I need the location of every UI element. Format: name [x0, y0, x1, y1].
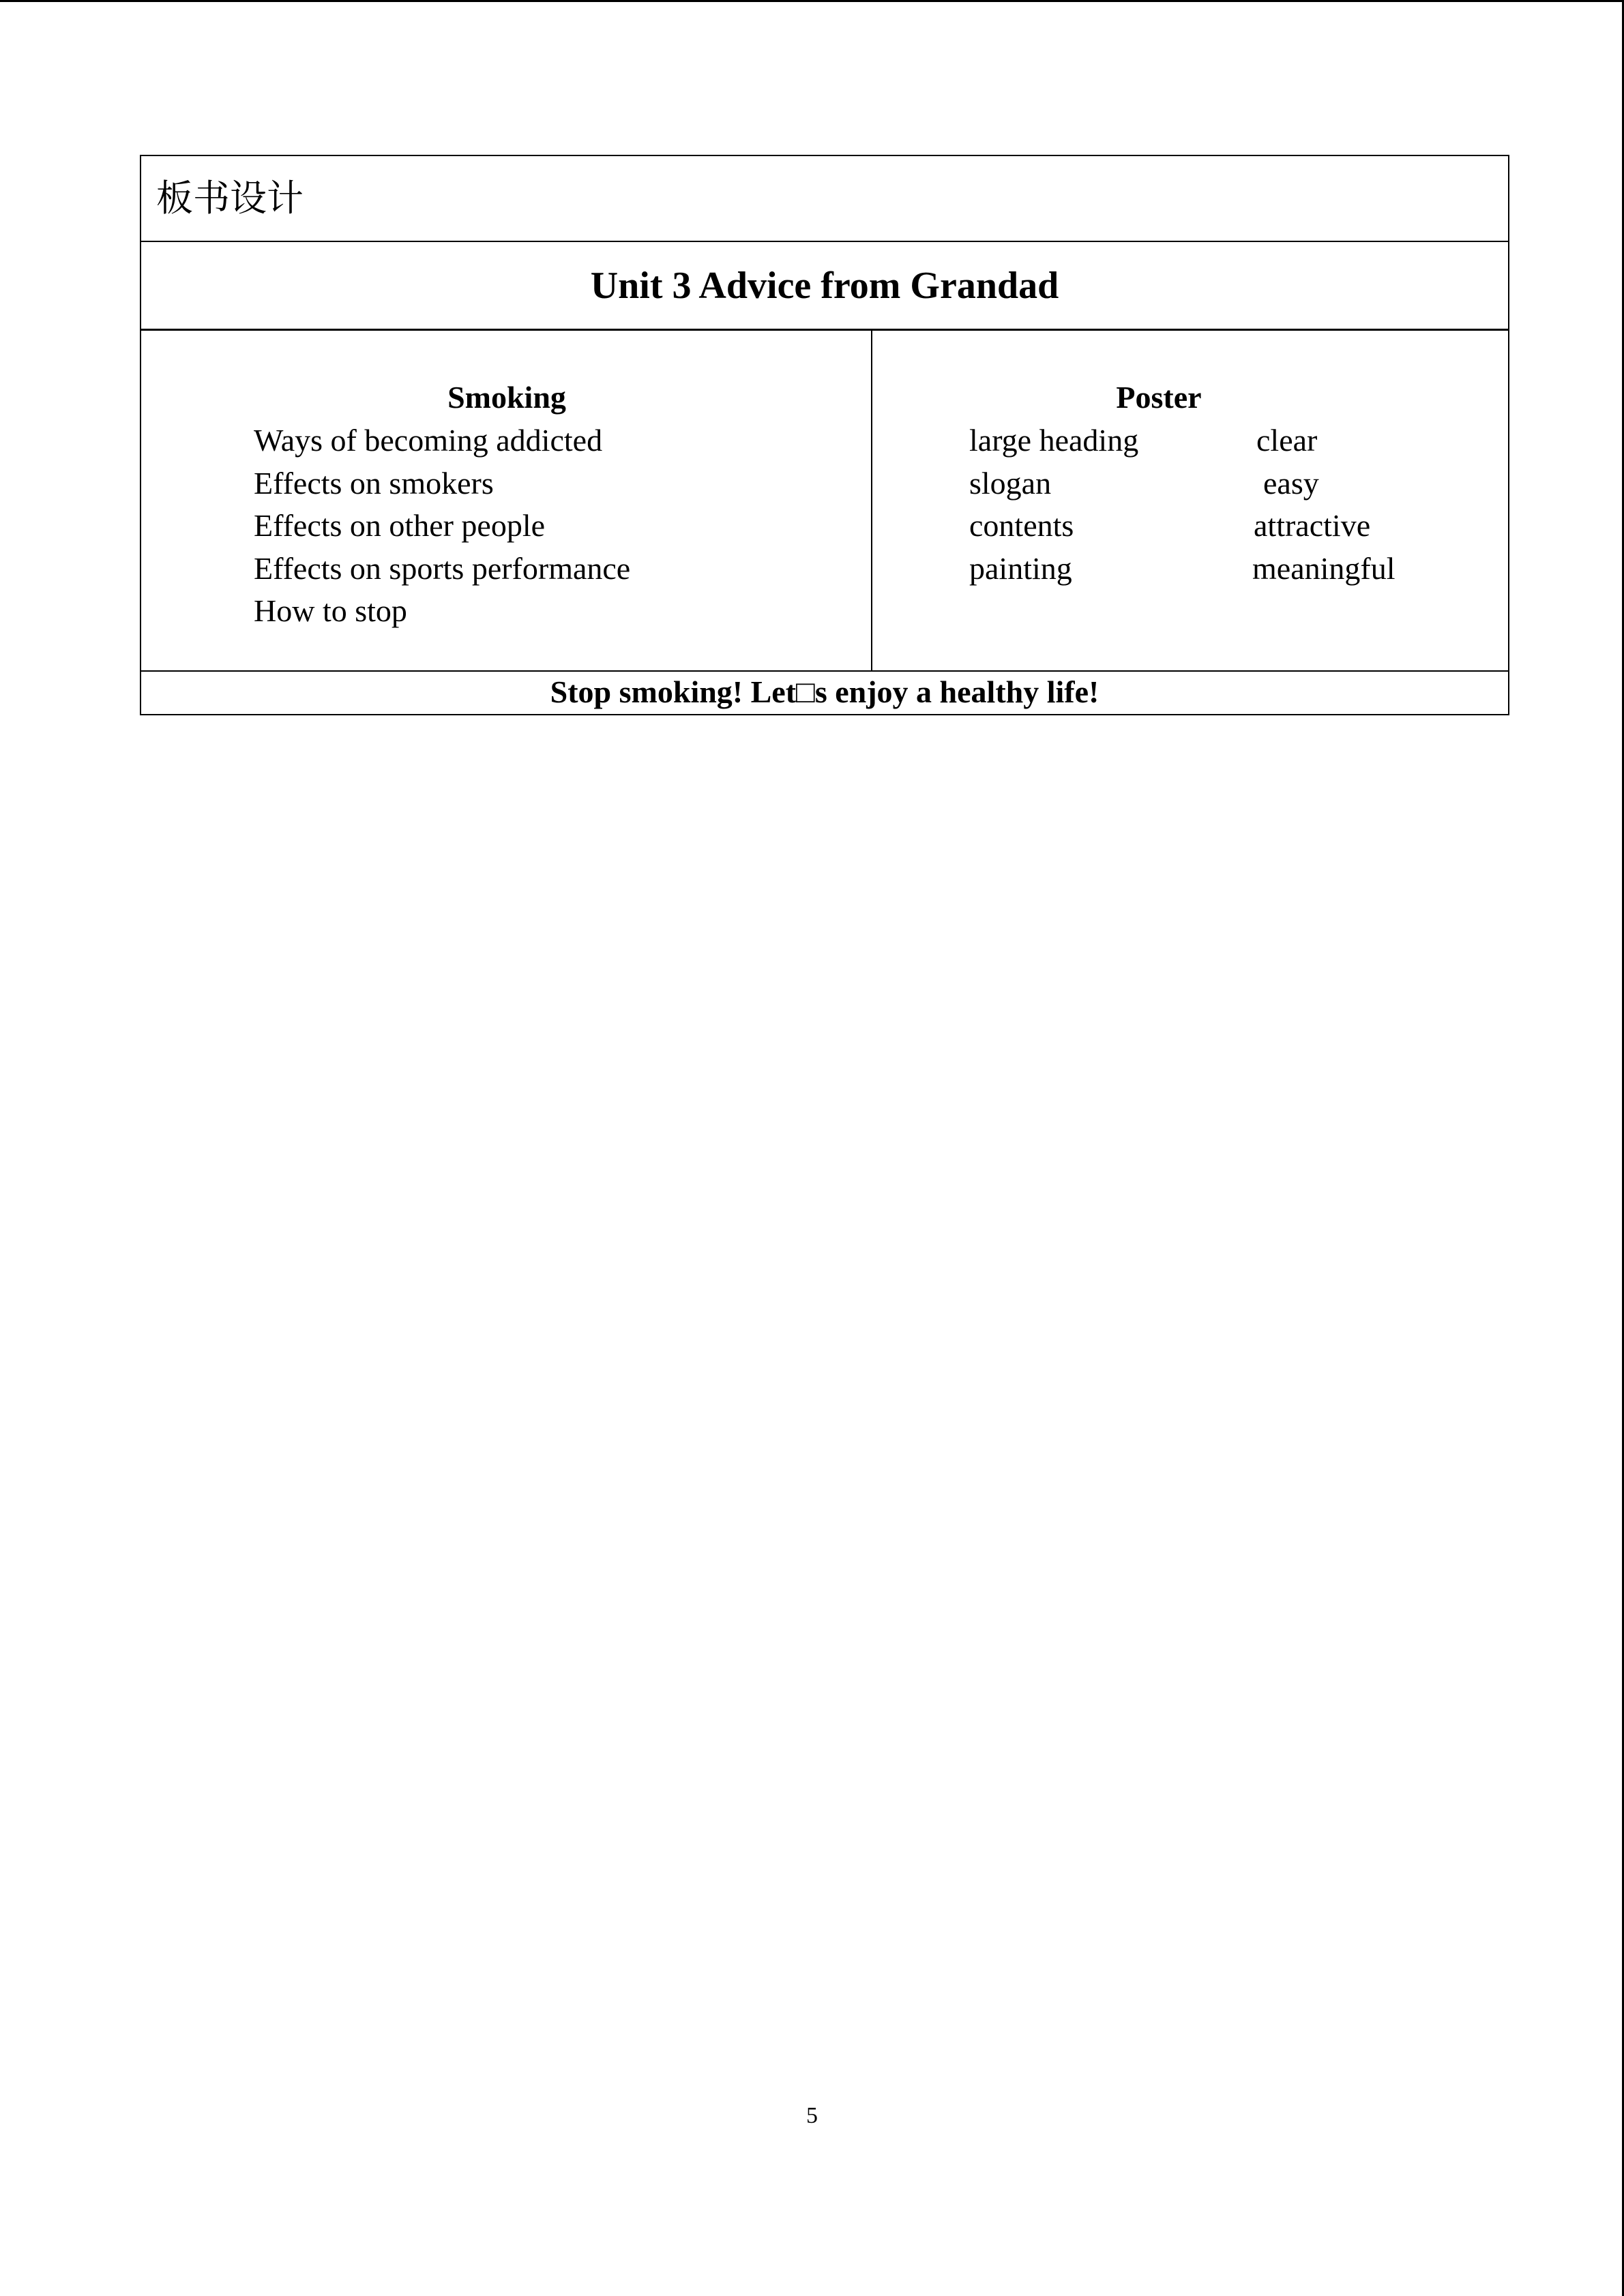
- slogan-row: [141, 672, 1508, 714]
- poster-element-list: [969, 419, 1138, 590]
- poster-element: large heading: [969, 423, 1139, 458]
- poster-heading: Poster: [1116, 380, 1202, 415]
- smoking-item: Effects on other people: [254, 508, 546, 543]
- smoking-item-list: [254, 419, 630, 633]
- page-number: 5: [806, 2103, 818, 2128]
- smoking-item: Effects on sports performance: [254, 550, 631, 586]
- smoking-item: Ways of becoming addicted: [254, 423, 603, 458]
- blackboard-design-table: [140, 155, 1509, 715]
- poster-element: contents: [969, 508, 1074, 543]
- slogan: Stop smoking! Let□s enjoy a healthy life!: [550, 674, 1099, 709]
- poster-element: slogan: [969, 465, 1052, 501]
- page-top-border: [0, 0, 1624, 2]
- poster-quality: attractive: [1254, 508, 1371, 543]
- board-title-row: [141, 242, 1508, 331]
- smoking-item: Effects on smokers: [254, 465, 494, 501]
- poster-element: painting: [969, 550, 1072, 586]
- poster-quality: easy: [1263, 465, 1319, 501]
- board-body-row: [141, 331, 1508, 672]
- poster-quality: meaningful: [1252, 550, 1396, 586]
- poster-quality-list: [1252, 419, 1396, 590]
- smoking-column: [141, 331, 872, 670]
- poster-column: [872, 331, 1508, 670]
- smoking-item: How to stop: [254, 593, 407, 628]
- board-label: 板书设计: [156, 177, 304, 220]
- board-title: Unit 3 Advice from Grandad: [590, 265, 1059, 307]
- board-label-row: [141, 156, 1508, 242]
- smoking-heading: Smoking: [447, 380, 566, 415]
- poster-quality: clear: [1256, 423, 1318, 458]
